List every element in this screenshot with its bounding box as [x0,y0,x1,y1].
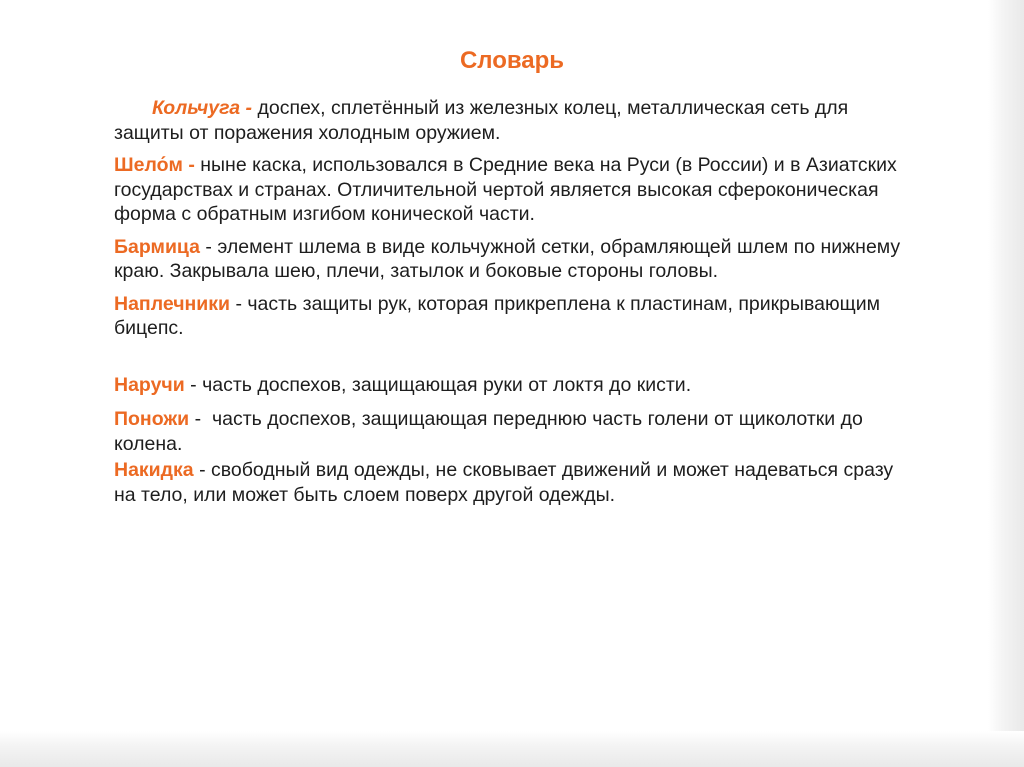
glossary-entry-naplechniki [114,292,914,341]
glossary-separator: - [184,373,203,396]
glossary-entry-ponozhi [114,407,914,456]
glossary-definition: ныне каска, использовался в Средние века на Руси (в России) и в Азиатских государствах и странах. Отличительной чертой является высокая сфероконическая форма с обратным изгибом конической части. [114,154,897,225]
glossary-separator: - [193,459,212,481]
slide-edge-bottom [0,731,1024,767]
glossary-definition: элемент шлема в виде кольчужной сетки, обрамляющей шлем по нижнему краю. Закрывала шею, плечи, затылок и боковые стороны головы. [114,235,901,282]
glossary-entry-shelom [114,153,914,227]
glossary-entry-naruchi [114,373,914,398]
glossary-list [114,96,914,507]
glossary-definition: доспех, сплетённый из железных колец, металлическая сеть для защиты от поражения холодным оружием. [114,97,849,144]
glossary-separator: - [230,292,248,315]
glossary-entry-nakidka [114,458,914,507]
glossary-separator: - [189,408,212,430]
glossary-term: Бармица [114,235,200,258]
glossary-entry-barmitsa [114,235,914,284]
glossary-term: Наплечники [114,292,231,315]
glossary-definition: часть доспехов, защищающая переднюю часть голени от щиколотки до колена. [114,408,863,455]
glossary-term: Шело́м [114,154,183,176]
glossary-separator: - [182,154,201,176]
glossary-term: Кольчуга [152,97,241,119]
glossary-definition: часть защиты рук, которая прикреплена к пластинам, прикрывающим бицепс. [114,292,880,339]
glossary-separator: - [240,97,258,119]
glossary-definition: свободный вид одежды, не сковывает движений и может надеваться сразу на тело, или может быть слоем поверх другой одежды. [114,459,894,506]
glossary-separator: - [200,235,218,258]
slide-title: Словарь [459,47,565,74]
glossary-entry-kolchuga [114,96,914,145]
glossary-term: Наручи [114,373,185,396]
glossary-term: Поножи [114,408,190,430]
glossary-term: Накидка [114,459,194,481]
glossary-definition: часть доспехов, защищающая руки от локтя до кисти. [202,373,692,396]
slide-edge-right [988,0,1024,767]
